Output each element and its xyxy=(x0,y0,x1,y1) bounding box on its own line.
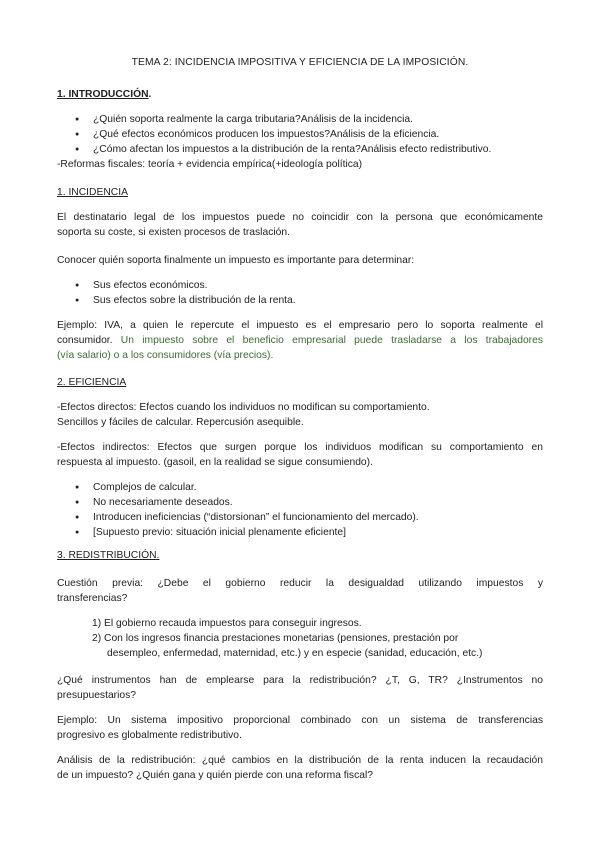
list-item: ● Introducen ineficiencias (“distorsionan” el funcionamiento del mercado). xyxy=(57,510,543,525)
list-item: ● ¿Quién soporta realmente la carga tributaria?Análisis de la incidencia. xyxy=(57,112,543,127)
intro-heading: 1. INTRODUCCIÓN xyxy=(57,89,149,100)
redistribucion-item2-line1: 2) Con los ingresos financia prestaciones monetarias (pensiones, prestación por xyxy=(92,633,459,644)
eficiencia-heading: 2. EFICIENCIA xyxy=(57,377,127,388)
list-item: ● Sus efectos sobre la distribución de la renta. xyxy=(57,293,543,308)
list-item: ● ¿Cómo afectan los impuestos a la distribución de la renta?Análisis efecto redistributivo. xyxy=(57,142,543,157)
ejemplo-consumidor: consumidor. xyxy=(57,335,113,346)
redistribucion-item2-line2: desempleo, enfermedad, maternidad, etc.) y en especie (sanidad, educación, etc.) xyxy=(107,648,483,659)
redistribucion-heading: 3. REDISTRIBUCIÓN. xyxy=(57,550,160,561)
redistribucion-instr-line2: presupuestarios? xyxy=(57,690,136,701)
incidencia-ejemplo-line2 xyxy=(57,333,543,348)
incidencia-ejemplo-line3: (vía salario) o a los consumidores (vía precios). xyxy=(57,350,274,361)
incidencia-ejemplo-line1: Ejemplo: IVA, a quien le repercute el impuesto es el empresario pero lo soporta realmente el xyxy=(57,320,543,331)
eficiencia-indirectos-line1: -Efectos indirectos: Efectos que surgen porque los individuos modifican su comportamiento en xyxy=(57,442,543,453)
intro-heading-line xyxy=(57,87,543,102)
incidencia-p1-line1: El destinatario legal de los impuestos puede no coincidir con la persona que económicamente xyxy=(57,212,543,223)
redistribucion-analisis-line2: de un impuesto? ¿Quién gana y quién pierde con una reforma fiscal? xyxy=(57,770,373,781)
reformas-line: -Reformas fiscales: teoría + evidencia empírica(+ideología política) xyxy=(57,159,363,170)
ejemplo-green-text: Un impuesto sobre el beneficio empresarial puede trasladarse a los trabajadores xyxy=(112,335,543,346)
list-item: ● No necesariamente deseados. xyxy=(57,495,543,510)
eficiencia-indirectos-line2: respuesta al impuesto. (gasoil, en la realidad se sigue consumiendo). xyxy=(57,457,373,468)
list-item: ● Sus efectos económicos. xyxy=(57,278,543,293)
incidencia-p2: Conocer quién soporta finalmente un impuesto es importante para determinar: xyxy=(57,255,415,266)
redistribucion-item1: 1) El gobierno recauda impuestos para conseguir ingresos. xyxy=(92,618,362,629)
intro-bullet-list xyxy=(57,112,543,157)
eficiencia-directos-line2: Sencillos y fáciles de calcular. Repercusión asequible. xyxy=(57,417,304,428)
list-item: ● Complejos de calcular. xyxy=(57,480,543,495)
redistribucion-instr-line1: ¿Qué instrumentos han de emplearse para la redistribución? ¿T, G, TR? ¿Instrumentos no xyxy=(57,675,543,686)
eficiencia-bullet-list xyxy=(57,480,543,540)
redistribucion-analisis-line1: Análisis de la redistribución: ¿qué cambios en la distribución de la renta inducen la recaudación xyxy=(57,755,543,766)
redistribucion-ejemplo-line1: Ejemplo: Un sistema impositivo proporcional combinado con un sistema de transferencias xyxy=(57,715,543,726)
document-title: TEMA 2: INCIDENCIA IMPOSITIVA Y EFICIENCIA DE LA IMPOSICIÓN. xyxy=(131,57,469,68)
incidencia-bullet-list xyxy=(57,278,543,308)
incidencia-p1-line2: soporta su coste, si existen procesos de traslación. xyxy=(57,227,290,238)
redistribucion-cuestion-line1: Cuestión previa: ¿Debe el gobierno reducir la desigualdad utilizando impuestos y xyxy=(57,578,543,589)
list-item: ● [Supuesto previo: situación inicial plenamente eficiente] xyxy=(57,525,543,540)
redistribucion-cuestion-line2: transferencias? xyxy=(57,593,128,604)
eficiencia-directos-line1: -Efectos directos: Efectos cuando los individuos no modifican su comportamiento. xyxy=(57,402,430,413)
list-item: ● ¿Qué efectos económicos producen los impuestos?Análisis de la eficiencia. xyxy=(57,127,543,142)
redistribucion-ejemplo-line2: progresivo es globalmente redistributivo. xyxy=(57,730,242,741)
intro-heading-dot: . xyxy=(148,89,152,100)
incidencia-heading: 1. INCIDENCIA xyxy=(57,187,128,198)
